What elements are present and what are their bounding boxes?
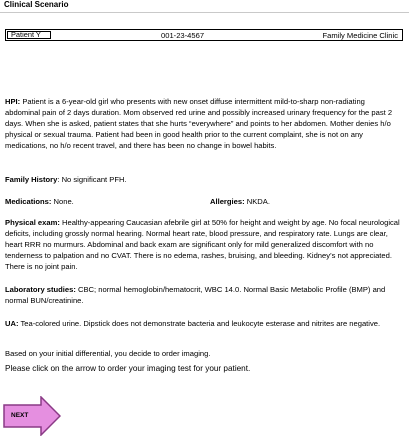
differential-section xyxy=(5,348,400,359)
physical-exam-text: Healthy-appearing Caucasian afebrile girl at 50% for height and weight by age. No focal neurological deficits, including grossly normal hearing. Normal heart rate, blood pressure, and respiratory rate. Lungs are clear, heart RRR no murmurs. Abdominal and back exam are significant only for mild generalized discomfort with no tenderness to palpation and no CVAT. There is no edema, rashes, bruising, and bleeding. Kidney’s not appreciated. There is no joint pain. xyxy=(5,218,400,271)
ua-section xyxy=(5,318,400,329)
patient-name: Patient Y xyxy=(7,31,51,39)
lab-studies-label: Laboratory studies: xyxy=(5,285,76,294)
next-button-label: NEXT xyxy=(11,412,29,419)
lab-studies-section xyxy=(5,284,400,306)
instruction-prompt: Please click on the arrow to order your imaging test for your patient. xyxy=(5,364,251,373)
clinic-name: Family Medicine Clinic xyxy=(322,31,398,40)
allergies-field xyxy=(210,196,270,207)
medical-record-number: 001-23-4567 xyxy=(161,31,205,40)
family-history-text: : No significant PFH. xyxy=(57,175,127,184)
ua-label: UA: xyxy=(5,319,19,328)
medications-text: None. xyxy=(51,197,74,206)
divider xyxy=(0,12,409,13)
next-button[interactable] xyxy=(3,396,61,436)
medications-allergies-row xyxy=(5,196,400,207)
hpi-section xyxy=(5,96,400,151)
allergies-text: NKDA. xyxy=(244,197,270,206)
hpi-label: HPI: xyxy=(5,97,21,106)
allergies-label: Allergies: xyxy=(210,197,245,206)
medications-label: Medications: xyxy=(5,197,52,206)
lab-studies-text: CBC; normal hemoglobin/hematocrit, WBC 14.0. Normal Basic Metabolic Profile (BMP) and normal BUN/creatinine. xyxy=(5,285,386,305)
differential-text: Based on your initial differential, you decide to order imaging. xyxy=(5,349,211,358)
physical-exam-section xyxy=(5,217,400,272)
page-title: Clinical Scenario xyxy=(4,0,69,9)
family-history-section xyxy=(5,174,400,185)
patient-id-bar xyxy=(5,29,403,41)
ua-text: Tea-colored urine. Dipstick does not demonstrate bacteria and leukocyte esterase and nitrites are negative. xyxy=(18,319,381,328)
physical-exam-label: Physical exam: xyxy=(5,218,60,227)
family-history-label: Family History xyxy=(5,175,58,184)
hpi-text: Patient is a 6-year-old girl who presents with new onset diffuse intermittent mild-to-sharp non-radiating abdominal pain of 2 days duration. Mom observed red urine and possibly increased urinary frequency for the past 2 days. When she is asked, patient states that she hurts “everywhere” and points to her abdomen. Mother denies h/o physical or sexual trauma. Patient had been in good health prior to the current complaint, she is not on any medications, no h/o recent travel, and there has been no change in bowel habits. xyxy=(5,97,393,150)
